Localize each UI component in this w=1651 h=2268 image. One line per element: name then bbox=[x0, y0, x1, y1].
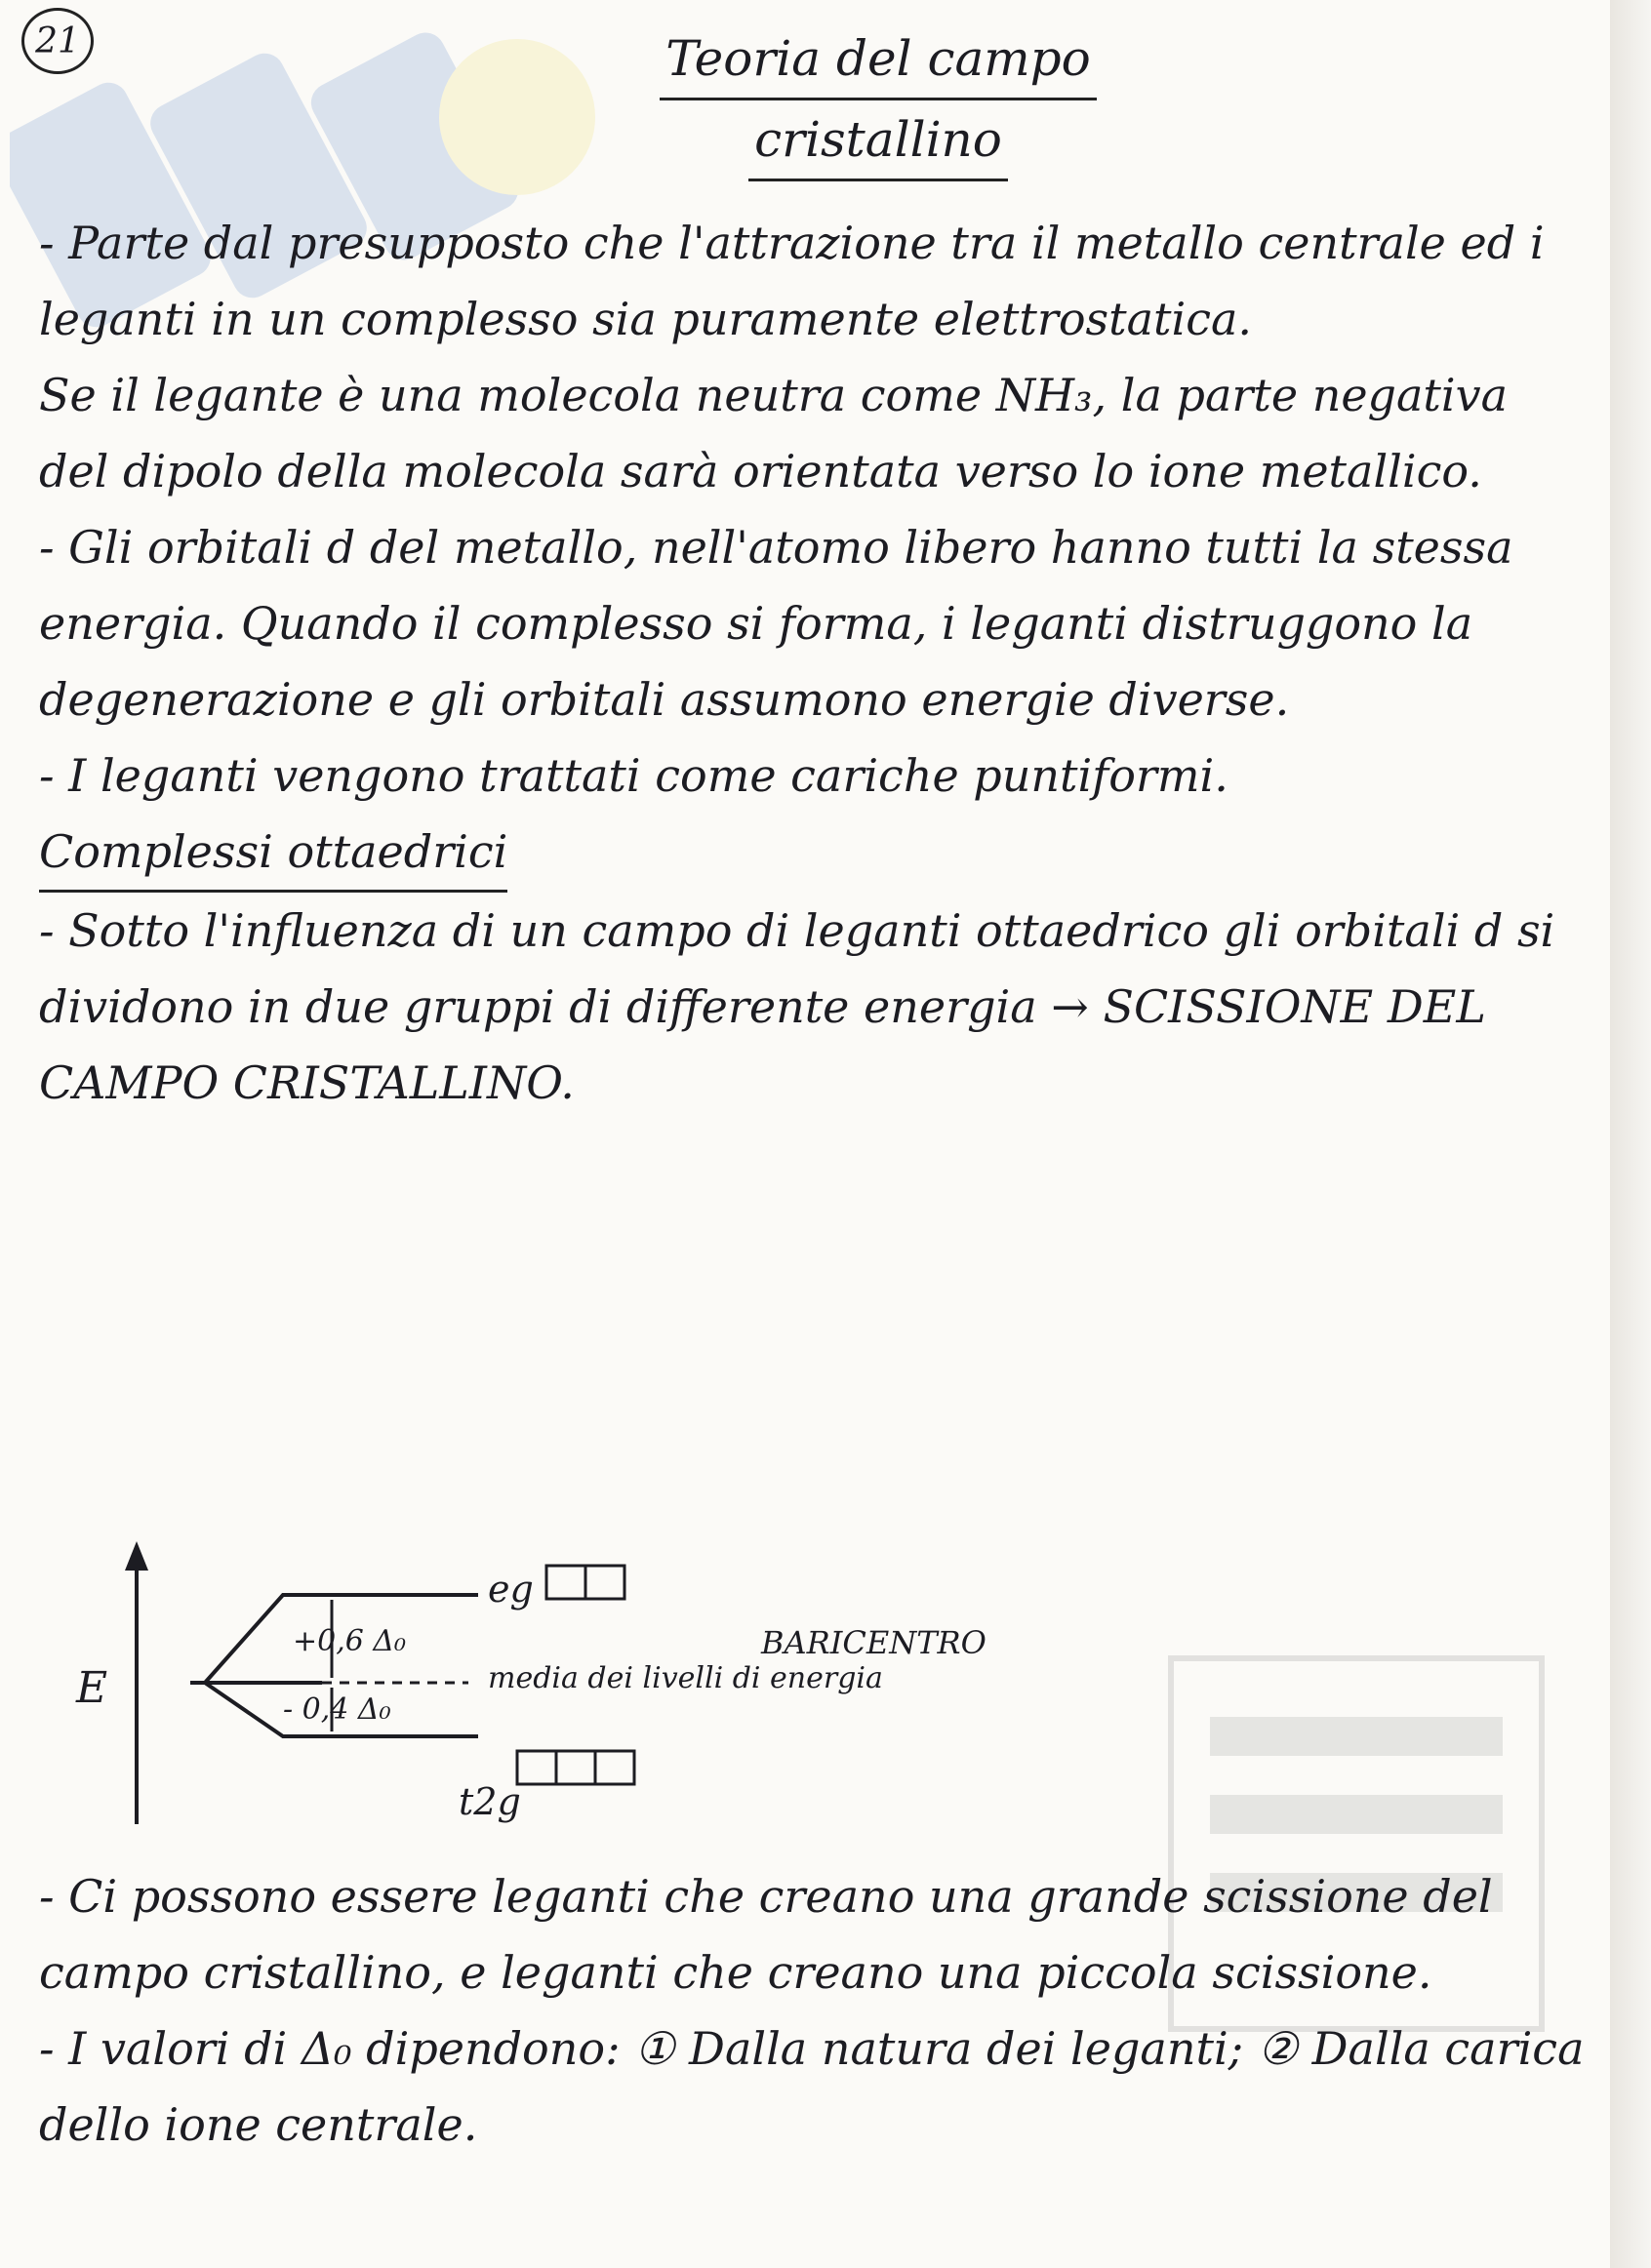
paragraph-4: - I leganti vengono trattati come cariche puntiformi. bbox=[39, 749, 1228, 802]
t2g-orbital-box-3 bbox=[595, 1751, 634, 1784]
lower-level-label: t2g bbox=[459, 1780, 521, 1823]
t2g-orbital-box-1 bbox=[517, 1751, 556, 1784]
lower-paragraph-2: - I valori di Δ₀ dipendono: ① Dalla natura dei leganti; ② Dalla carica dello ione centrale. bbox=[39, 2022, 1585, 2151]
page-title bbox=[488, 20, 1268, 181]
section-heading: Complessi ottaedrici bbox=[39, 814, 507, 893]
energy-axis-arrow-icon bbox=[125, 1541, 148, 1571]
crystal-field-splitting-diagram bbox=[59, 1532, 1132, 1844]
lower-paragraph-1: - Ci possono essere leganti che creano una grande scissione del campo cristallino, e leganti che creano una piccola scissione. bbox=[39, 1870, 1493, 1999]
paragraph-1: - Parte dal presupposto che l'attrazione tra il metallo centrale ed i leganti in un complesso sia puramente elettrostatica. bbox=[39, 217, 1545, 345]
scan-edge bbox=[1610, 0, 1651, 2268]
t2g-orbital-box-2 bbox=[556, 1751, 595, 1784]
paragraph-2: Se il legante è una molecola neutra come NH₃, la parte negativa del dipolo della molecola sarà orientata verso lo ione metallico. bbox=[39, 369, 1509, 497]
title-line-1: Teoria del campo bbox=[660, 20, 1097, 100]
section-paragraph: - Sotto l'influenza di un campo di leganti ottaedrico gli orbitali d si dividono in due gruppi di differente energia → SCISSIONE DEL CAMPO CRISTALLINO. bbox=[39, 904, 1555, 1109]
upper-level-label: eg bbox=[488, 1568, 534, 1611]
eg-orbital-box-2 bbox=[585, 1566, 624, 1599]
lower-delta-label: - 0,4 Δ₀ bbox=[283, 1692, 391, 1727]
upper-delta-label: +0,6 Δ₀ bbox=[293, 1624, 407, 1658]
title-line-2: cristallino bbox=[748, 100, 1008, 181]
axis-label: E bbox=[76, 1663, 108, 1713]
barycenter-label: BARICENTRO bbox=[761, 1624, 987, 1661]
paragraph-3: - Gli orbitali d del metallo, nell'atomo libero hanno tutti la stessa energia. Quando il complesso si forma, i leganti distruggono la degenerazione e gli orbitali assumono energie diverse. bbox=[39, 521, 1513, 726]
eg-orbital-box-1 bbox=[546, 1566, 585, 1599]
notes-body bbox=[39, 205, 1591, 1121]
page-number bbox=[21, 8, 94, 74]
notes-lower-body bbox=[39, 1858, 1591, 2163]
page-number-text: 21 bbox=[35, 20, 80, 61]
mean-level-note: media dei livelli di energia bbox=[488, 1661, 883, 1695]
